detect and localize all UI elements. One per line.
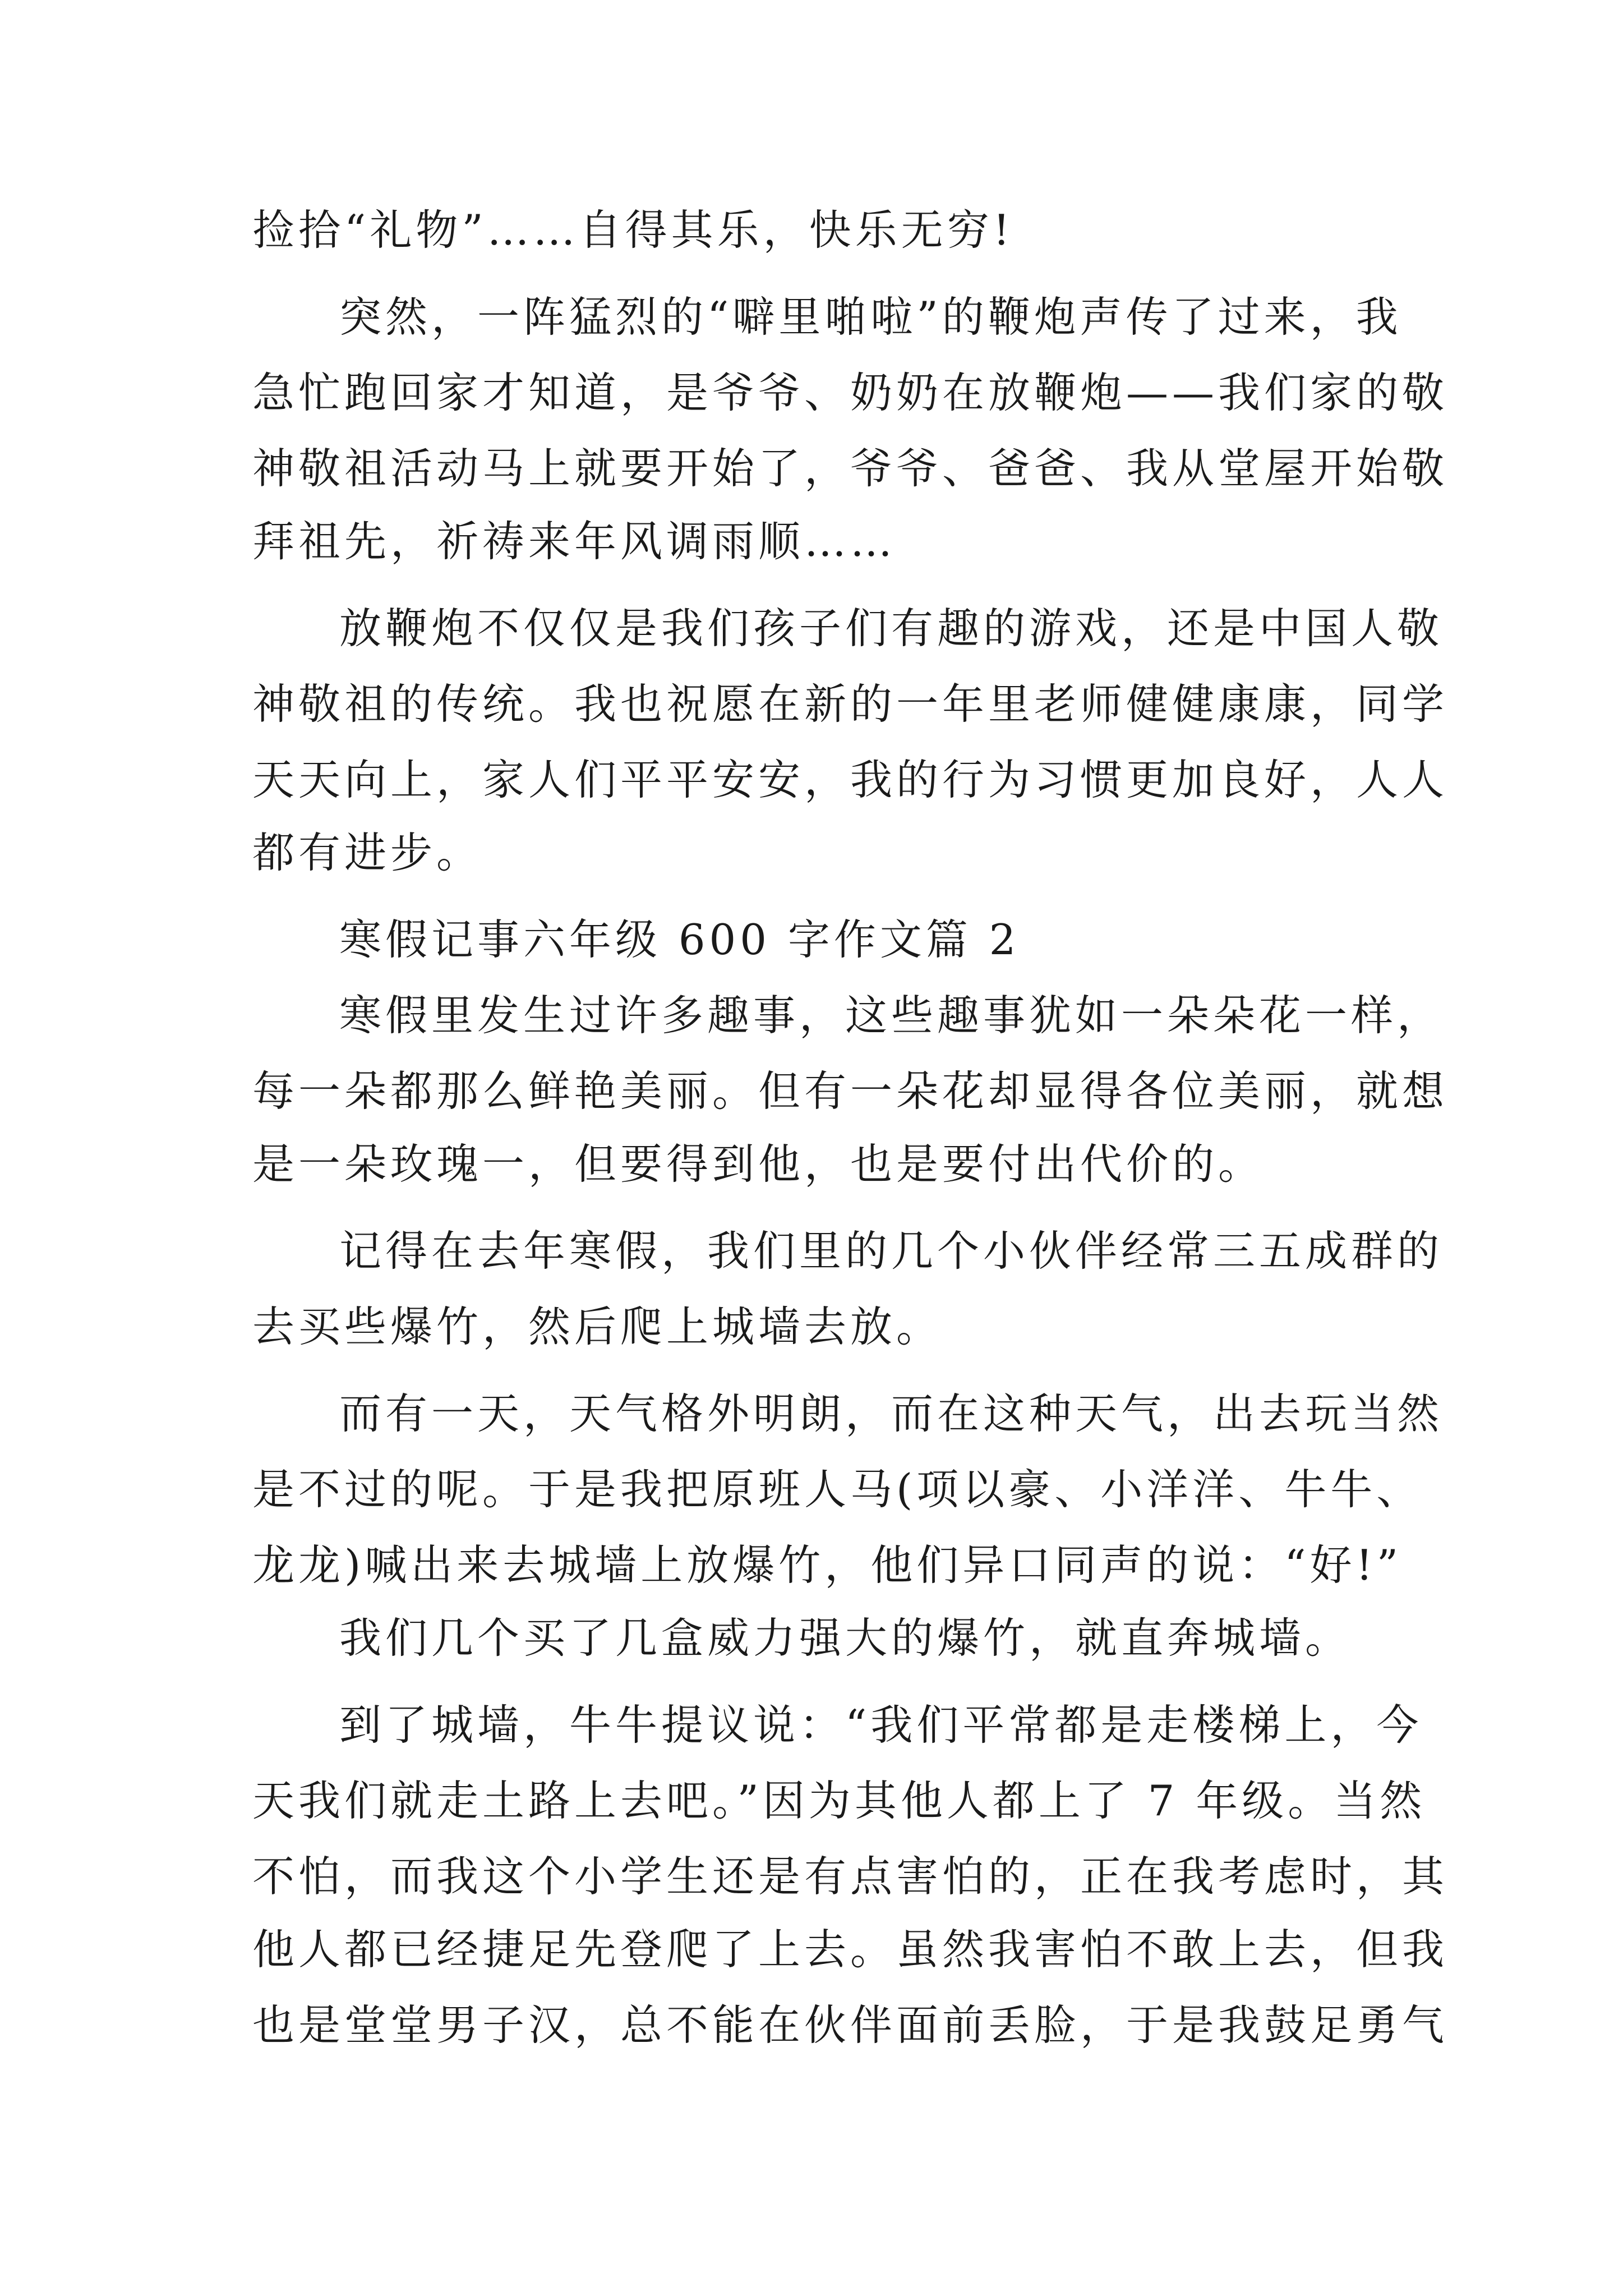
text-line: 神敬祖的传统。我也祝愿在新的一年里老师健健康康，同学 (252, 679, 1449, 729)
text-line: 不怕，而我这个小学生还是有点害怕的，正在我考虑时，其 (252, 1852, 1449, 1901)
text-line: 捡拾“礼物”……自得其乐，快乐无穷! (252, 205, 1014, 255)
paragraph-start-line: 记得在去年寒假，我们里的几个小伙伴经常三五成群的 (339, 1226, 1444, 1276)
section-heading: 寒假记事六年级 600 字作文篇 2 (339, 915, 1020, 964)
paragraph-start-line: 到了城墙，牛牛提议说：“我们平常都是走楼梯上，今 (339, 1700, 1423, 1750)
text-line: 都有进步。 (252, 828, 483, 877)
text-line: 他人都已经捷足先登爬了上去。虽然我害怕不敢上去，但我 (252, 1925, 1449, 1974)
text-line: 是不过的呢。于是我把原班人马(项以豪、小洋洋、牛牛、 (252, 1465, 1423, 1514)
paragraph-start-line: 突然，一阵猛烈的“噼里啪啦”的鞭炮声传了过来，我 (339, 292, 1402, 342)
paragraph-start-line: 我们几个买了几盒威力强大的爆竹，就直奔城墙。 (339, 1613, 1352, 1663)
text-line: 天我们就走土路上去吧。”因为其他人都上了 7 年级。当然 (252, 1776, 1426, 1825)
text-line: 天天向上，家人们平平安安，我的行为习惯更加良好，人人 (252, 755, 1449, 804)
paragraph-start-line: 寒假里发生过许多趣事，这些趣事犹如一朵朵花一样， (339, 991, 1444, 1040)
text-line: 是一朵玫瑰一，但要得到他，也是要付出代价的。 (252, 1139, 1265, 1189)
text-line: 每一朵都那么鲜艳美丽。但有一朵花却显得各位美丽，就想 (252, 1066, 1449, 1116)
text-line: 龙龙)喊出来去城墙上放爆竹，他们异口同声的说：“好!” (252, 1540, 1403, 1590)
paragraph-start-line: 而有一天，天气格外明朗，而在这种天气，出去玩当然 (339, 1389, 1444, 1438)
text-line: 神敬祖活动马上就要开始了，爷爷、爸爸、我从堂屋开始敬 (252, 444, 1449, 493)
text-line: 也是堂堂男子汉，总不能在伙伴面前丢脸，于是我鼓足勇气 (252, 2000, 1449, 2050)
paragraph-start-line: 放鞭炮不仅仅是我们孩子们有趣的游戏，还是中国人敬 (339, 604, 1444, 653)
text-line: 去买些爆竹，然后爬上城墙去放。 (252, 1302, 943, 1351)
text-line: 急忙跑回家才知道，是爷爷、奶奶在放鞭炮——我们家的敬 (252, 368, 1449, 417)
text-line: 拜祖先，祈祷来年风调雨顺…… (252, 517, 897, 566)
